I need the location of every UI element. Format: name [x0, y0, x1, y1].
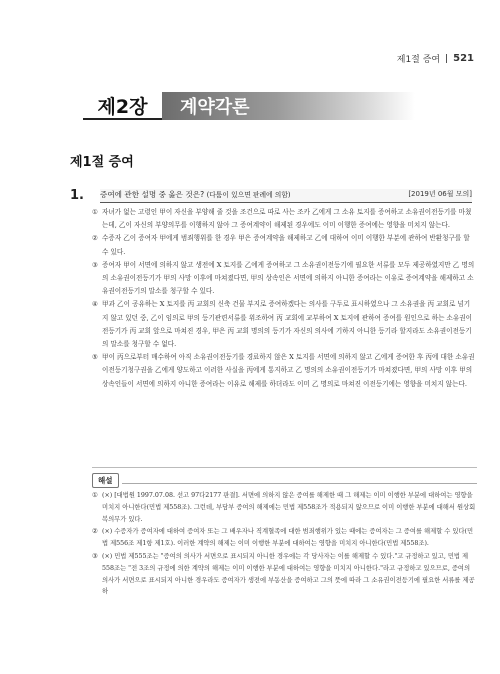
option-marker: ⑤ — [92, 353, 98, 362]
explanation-marker: ② — [92, 528, 98, 536]
explanation-marker: ③ — [92, 552, 98, 560]
section-title: 제1절 증여 — [70, 155, 134, 170]
question-stem-wrap — [100, 189, 291, 200]
explanation-item-3 — [92, 551, 476, 598]
explanation-label: 해설 — [92, 473, 119, 488]
question-divider — [92, 467, 477, 468]
option-3[interactable] — [92, 259, 476, 299]
question-source: [2019년 06월 모의] — [408, 190, 472, 198]
chapter-banner — [83, 92, 415, 120]
option-text: 甲과 乙이 공유하는 X 토지를 丙 교회의 신축 건물 부지로 증여하겠다는 의사를 구두로 표시하였으나 그 소유권을 丙 교회로 넘기지 않고 있던 중, 乙이 임의로 甲의 등기관련서류를 위조하여 丙 교회에 교부하여 X 토지에 관하여 증여를 원인으로 하는 소유권이전등기가 丙 교회 앞으로 마쳐진 경우, 甲은 丙 교회 명의의 등기가 자신의 의사에 기하지 아니한 등기라 할지라도 소유권이전등기의 말소를 청구할 수 없다. — [102, 300, 473, 349]
question-stem-box — [100, 189, 472, 203]
option-text: 수증자 乙이 증여자 甲에게 범죄행위를 한 경우 甲은 증여계약을 해제하고 乙에 대하여 이미 이행한 부분에 관하여 반환청구를 할 수 있다. — [102, 234, 470, 256]
option-text: 증여자 甲이 서면에 의하지 않고 생전에 X 토지를 乙에게 증여하고 그 소유권이전등기에 필요한 서류를 모두 제공하였지만 乙 명의의 소유권이전등기가 甲의 사망 이후에 마쳐졌다면, 甲의 상속인은 서면에 의하지 아니한 증여라는 이유로 증여계약을 해제하고 소유권이전등기의 말소를 청구할 수 있다. — [102, 260, 475, 296]
explanation-text: (×) 수증자가 증여자에 대하여 증여자 또는 그 배우자나 직계혈족에 대한 범죄행위가 있는 때에는 증여자는 그 증여를 해제할 수 있다(민법 제556조 제1항 제1호). 이러한 계약의 해제는 이미 이행한 부분에 대하여는 영향을 미치지 아니한다(민법 제558조). — [102, 528, 474, 548]
explanation-marker: ① — [92, 492, 98, 499]
question-note: (다툼이 있으면 판례에 의함) — [206, 190, 291, 199]
explanation-text: (×) 민법 제555조는 "증여의 의사가 서면으로 표시되지 아니한 경우에는 각 당사자는 이를 해제할 수 있다."고 규정하고 있고, 민법 제558조는 "전 3조의 규정에 의한 계약의 해제는 이미 이행한 부분에 대하여는 영향을 미치지 아니한다."라고 규정하고 있으므로, 증여의 의사가 서면으로 표시되지 아니한 경우라도 증여자가 생전에 부동산을 증여하고 그의 뜻에 따라 그 소유권이전등기에 필요한 서류를 제공하 — [102, 552, 475, 596]
option-text: 甲이 丙으로부터 매수하여 아직 소유권이전등기를 경료하지 않은 X 토지를 서면에 의하지 않고 乙에게 증여한 후 丙에 대한 소유권이전등기청구권을 乙에게 양도하고 이러한 사실을 丙에게 통지하고 乙 명의의 소유권이전등기가 마쳐졌다면, 甲의 사망 이후 甲의 상속인들이 서면에 의하지 아니한 증여라는 이유로 해제를 하더라도 이미 乙 명의로 마쳐진 이전등기에는 영향을 미치지 않는다. — [102, 353, 475, 388]
question-number: 1. — [70, 188, 84, 203]
option-marker: ④ — [92, 300, 98, 309]
option-1[interactable] — [92, 206, 476, 232]
page-number: 521 — [453, 53, 474, 64]
chapter-number: 제2장 — [83, 92, 162, 120]
header-divider — [446, 54, 447, 63]
header-section: 제1절 증여 — [396, 55, 441, 65]
option-text: 자녀가 없는 고령인 甲이 자신을 부양해 줄 것을 조건으로 따로 사는 조카 乙에게 그 소유 토지를 증여하고 소유권이전등기를 마쳤는데, 乙이 자신의 부양의무를 이행하지 않아 그 증여계약이 해제된 경우에도 이미 이행한 증여에는 영향을 미치지 않는다. — [102, 208, 472, 230]
running-header — [397, 52, 474, 65]
explanation-item-1 — [92, 490, 476, 525]
explanation-text: (×) [대법원 1997.07.08. 선고 97다2177 판결]. 서면에 의하지 않은 증여를 해제한 때 그 해제는 이미 이행한 부분에 대하여는 영향을 미치지 아니한다(민법 제558조). 그런데, 부담부 증여의 해제에는 민법 제558조가 적용되지 않으므로 이미 이행한 부분에 대해서 원상회복의무가 있다. — [102, 492, 476, 523]
option-marker: ① — [92, 208, 98, 216]
chapter-title: 계약각론 — [162, 92, 415, 120]
answer-options — [92, 206, 476, 391]
option-4[interactable] — [92, 298, 476, 351]
explanation-rule — [122, 483, 477, 484]
option-marker: ② — [92, 234, 98, 243]
explanation-body — [92, 490, 476, 599]
option-2[interactable] — [92, 232, 476, 258]
question-stem: 증여에 관한 설명 중 옳은 것은? — [100, 189, 205, 199]
question-header — [70, 188, 472, 203]
option-marker: ③ — [92, 260, 98, 269]
option-5[interactable] — [92, 351, 476, 391]
explanation-item-2 — [92, 526, 476, 550]
